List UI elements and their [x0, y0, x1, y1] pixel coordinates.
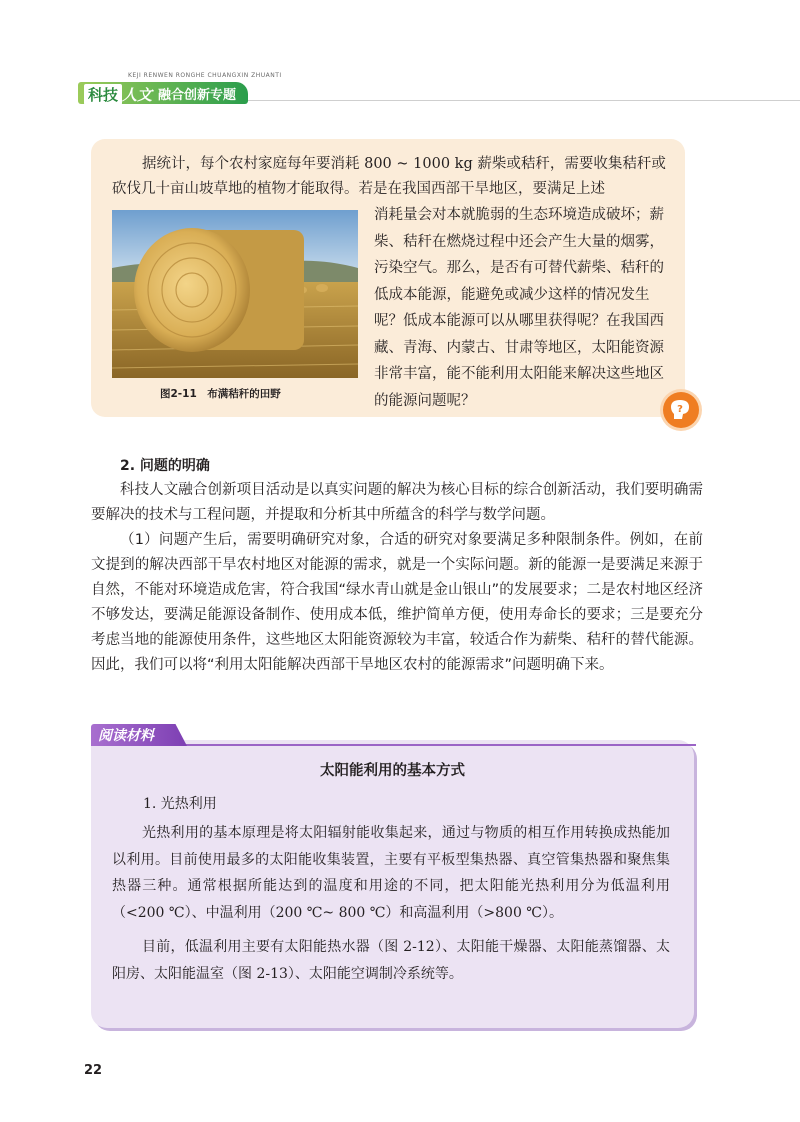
intro-paragraph-right: 消耗量会对本就脆弱的生态环境造成破坏；薪柴、秸秆在燃烧过程中还会产生大量的烟雾，污染空气。那么，是否有可替代薪柴、秸秆的低成本能源，能避免或减少这样的情况发生呢？低成本能源可以从哪里获得呢？在我国西藏、青海、内蒙古、甘肃等地区，太阳能资源非常丰富，能不能利用太阳能来解决这些地区的能源问题呢？	[374, 207, 664, 409]
hay-field-image	[112, 210, 358, 378]
header-topic-tag: 融合创新专题	[158, 88, 237, 103]
header-word-tech: 科技	[84, 84, 122, 105]
think-question-icon	[663, 392, 699, 428]
section-title: 2. 问题的明确	[120, 458, 210, 474]
reading-subheading: 1. 光热利用	[143, 796, 217, 812]
svg-text:?: ?	[677, 404, 683, 415]
header-rule	[240, 100, 800, 101]
header-word-humanities: 人文	[122, 86, 153, 104]
intro-paragraph-top: 据统计，每个农村家庭每年要消耗 800 ~ 1000 kg 薪柴或秸秆，需要收集秸秆或砍伐几十亩山坡草地的植物才能取得。若是在我国西部干旱地区，要满足上述	[112, 156, 666, 197]
reading-title: 太阳能利用的基本方式	[320, 763, 465, 779]
reading-tab-rule	[180, 744, 696, 746]
reading-tab-label: 阅读材料	[98, 728, 154, 744]
page-header	[0, 0, 800, 110]
hay-bale-photo	[112, 210, 358, 378]
reading-paragraph-2: 目前，低温利用主要有太阳能热水器（图 2-12）、太阳能干燥器、太阳能蒸馏器、太阳房、太阳能温室（图 2-13）、太阳能空调制冷系统等。	[112, 939, 670, 982]
page-number: 22	[84, 1063, 103, 1078]
reading-paragraph-1: 光热利用的基本原理是将太阳辐射能收集起来，通过与物质的相互作用转换成热能加以利用。目前使用最多的太阳能收集装置，主要有平板型集热器、真空管集热器和聚焦集热器三种。通常根据所能达到的温度和用途的不同，把太阳能光热利用分为低温利用（<200 ℃）、中温利用（200 ℃~ 800 ℃）和高温利用（>800 ℃）。	[112, 825, 670, 921]
figure-caption: 图2-11 布满秸秆的田野	[160, 388, 281, 400]
header-pinyin: KEJI RENWEN RONGHE CHUANGXIN ZHUANTI	[128, 72, 282, 79]
section-paragraph-2: （1）问题产生后，需要明确研究对象，合适的研究对象要满足多种限制条件。例如，在前文提到的解决西部干旱农村地区对能源的需求，就是一个实际问题。新的能源一是要满足来源于自然，不能对环境造成危害，符合我国“绿水青山就是金山银山”的发展要求；二是农村地区经济不够发达，要满足能源设备制作、使用成本低，维护简单方便，使用寿命长的要求；三是要充分考虑当地的能源使用条件，这些地区太阳能资源较为丰富，较适合作为薪柴、秸秆的替代能源。因此，我们可以将“利用太阳能解决西部干旱地区农村的能源需求”问题明确下来。	[91, 532, 703, 673]
section-paragraph-1: 科技人文融合创新项目活动是以真实问题的解决为核心目标的综合创新活动，我们要明确需要解决的技术与工程问题，并提取和分析其中所蕴含的科学与数学问题。	[91, 482, 703, 523]
